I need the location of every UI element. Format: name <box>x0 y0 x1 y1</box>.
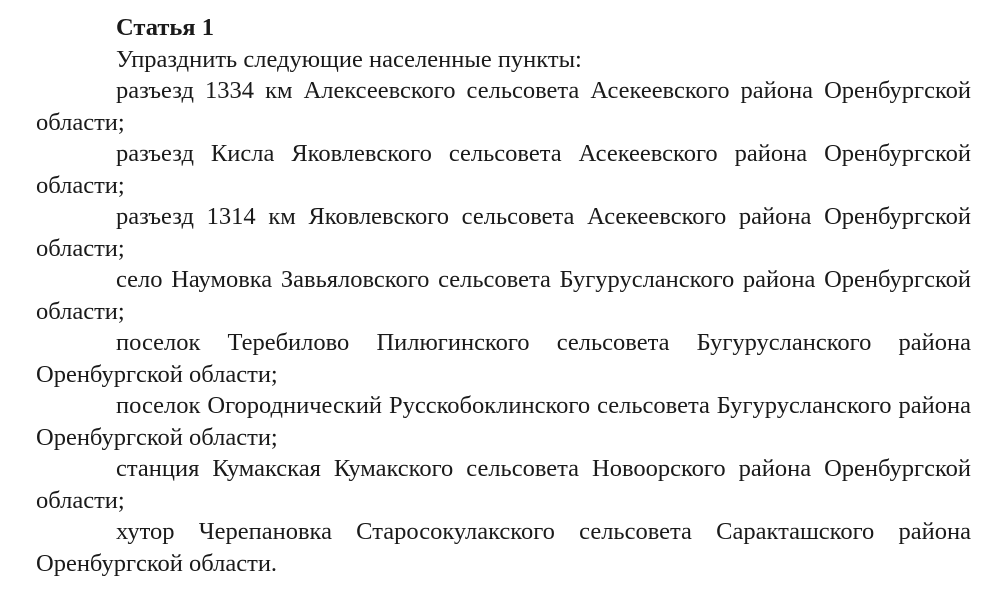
article-intro: Упразднить следующие населенные пункты: <box>116 45 582 73</box>
list-item: станция Кумакская Кумакского сельсовета Новоорского района Оренбургской области; <box>36 455 971 514</box>
list-item: разъезд 1334 км Алексеевского сельсовета Асекеевского района Оренбургской области; <box>36 77 971 136</box>
list-item: хутор Черепановка Старосокулакского сельсовета Саракташского района Оренбургской области. <box>36 518 971 577</box>
list-item: разъезд Кисла Яковлевского сельсовета Асекеевского района Оренбургской области; <box>36 140 971 199</box>
list-item: поселок Огороднический Русскобоклинского сельсовета Бугурусланского района Оренбургской области; <box>36 392 971 451</box>
article-heading: Статья 1 <box>116 14 214 41</box>
list-item: разъезд 1314 км Яковлевского сельсовета Асекеевского района Оренбургской области; <box>36 203 971 262</box>
list-item: поселок Теребилово Пилюгинского сельсовета Бугурусланского района Оренбургской области; <box>36 329 971 388</box>
article-body <box>36 12 971 579</box>
list-item: село Наумовка Завьяловского сельсовета Бугурусланского района Оренбургской области; <box>36 266 971 325</box>
